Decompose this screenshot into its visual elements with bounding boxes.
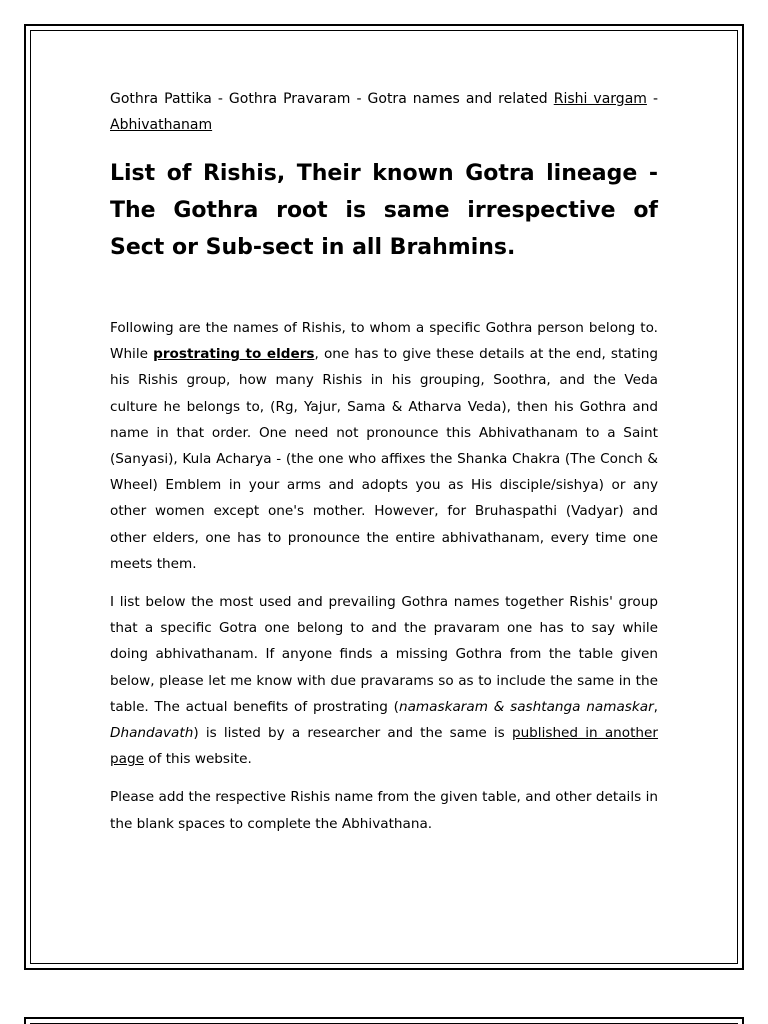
- published-another-page-link[interactable]: published in another page: [110, 725, 659, 768]
- paragraph-gothra-italic1: namaskaram & sashtanga namaskar: [398, 698, 654, 715]
- paragraph-gothra-italic2: Dhandavath: [110, 725, 194, 742]
- paragraph-intro: [110, 315, 658, 577]
- paragraph-instructions: Please add the respective Rishis name from the given table, and other details in the blank spaces to complete the Abhivathana.: [110, 789, 658, 832]
- page-title: List of Rishis, Their known Gotra lineage - The Gothra root is same irrespective of Sect or Sub-sect in all Brahmins.: [110, 161, 658, 260]
- prostrating-to-elders-link[interactable]: prostrating to elders: [153, 346, 315, 363]
- paragraph-gothra-comma: ,: [653, 698, 658, 715]
- paragraph-gothra-text3: of this website.: [143, 751, 252, 768]
- rishi-vargam-link[interactable]: Rishi vargam: [553, 91, 647, 107]
- subtitle-separator: -: [646, 91, 658, 107]
- next-page-border: [24, 1017, 744, 1024]
- paragraph-intro-text-after: , one has to give these details at the end, stating his Rishis group, how many Rishis in his grouping, Soothra, and the Veda culture he belongs to, (Rg, Yajur, Sama & Atharva Veda), then his Gothra and name in that order. One need not pronounce this Abhivathanam to a Saint (Sanyasi), Kula Acharya - (the one who affixes the Shanka Chakra (The Conch & Wheel) Emblem in your arms and adopts you as His disciple/sishya) or any other women except one's mother. However, for Bruhaspathi (Vadyar) and other elders, one has to pronounce the entire abhivathanam, every time one meets them.: [110, 346, 659, 572]
- abhivathanam-link[interactable]: Abhivathanam: [110, 117, 213, 133]
- document-content: [110, 86, 658, 837]
- subtitle-text: Gothra Pattika - Gothra Pravaram - Gotra names and related: [110, 91, 554, 107]
- page-subtitle: [110, 86, 658, 138]
- paragraph-gothra-list: [110, 589, 658, 772]
- paragraph-gothra-text2: ) is listed by a researcher and the same is: [193, 725, 512, 742]
- paragraph-intro-text-before: Following are the names of Rishis, to whom a specific Gothra person belong to. While: [110, 320, 658, 363]
- paragraph-gothra-text1: I list below the most used and prevailing Gothra names together Rishis' group that a specific Gotra one belong to and the pravaram one has to say while doing abhivathanam. If anyone finds a missing Gothra from the table given below, please let me know with due pravarams so as to include the same in the table. The actual benefits of prostrating (: [110, 594, 658, 715]
